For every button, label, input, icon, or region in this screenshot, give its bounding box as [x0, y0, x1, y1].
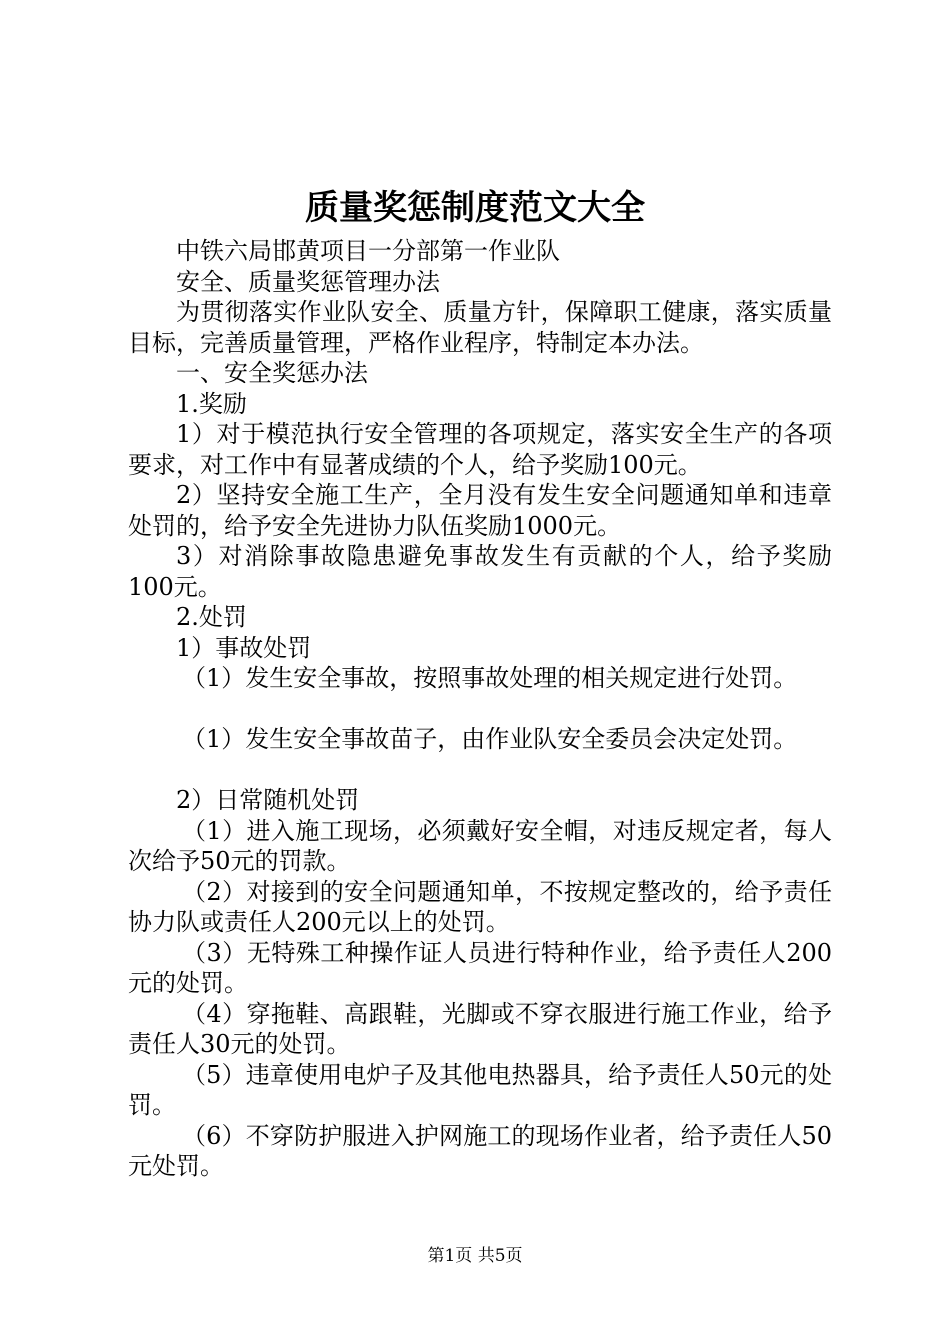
paragraph: 3）对消除事故隐患避免事故发生有贡献的个人，给予奖励100元。: [128, 542, 832, 601]
document-title: 质量奖惩制度范文大全: [305, 188, 645, 228]
subsection-heading: 1.奖励: [176, 389, 247, 418]
paragraph: （1）发生安全事故苗子，由作业队安全委员会决定处罚。: [182, 725, 798, 753]
paragraph-intro: 为贯彻落实作业队安全、质量方针，保障职工健康，落实质量目标，完善质量管理，严格作业程序，特制定本办法。: [128, 298, 832, 357]
paragraph: 2）坚持安全施工生产，全月没有发生安全问题通知单和违章处罚的，给予安全先进协力队伍奖励1000元。: [128, 481, 832, 540]
paragraph: （1）进入施工现场，必须戴好安全帽，对违反规定者，每人次给予50元的罚款。: [128, 816, 832, 875]
document-body: [128, 236, 832, 1182]
paragraph: 1）对于模范执行安全管理的各项规定，落实安全生产的各项要求，对工作中有显著成绩的个人，给予奖励100元。: [128, 420, 832, 479]
paragraph: （4）穿拖鞋、高跟鞋，光脚或不穿衣服进行施工作业，给予责任人30元的处罚。: [128, 999, 832, 1058]
paragraph: （5）违章使用电炉子及其他电热器具，给予责任人50元的处罚。: [128, 1060, 832, 1119]
paragraph: （6）不穿防护服进入护网施工的现场作业者，给予责任人50元处罚。: [128, 1121, 832, 1180]
paragraph-org: 中铁六局邯黄项目一分部第一作业队: [176, 237, 560, 265]
item-heading: 2）日常随机处罚: [176, 786, 360, 814]
page-indicator: 第1页 共5页: [427, 1246, 523, 1266]
paragraph-subtitle: 安全、质量奖惩管理办法: [176, 267, 440, 296]
item-heading: 1）事故处罚: [176, 633, 312, 662]
subsection-heading: 2.处罚: [176, 603, 247, 631]
paragraph: （3）无特殊工种操作证人员进行特种作业，给予责任人200元的处罚。: [128, 938, 832, 997]
blank-line: [128, 755, 832, 786]
section-heading: 一、安全奖惩办法: [176, 359, 368, 387]
blank-line: [128, 694, 832, 725]
paragraph: （1）发生安全事故，按照事故处理的相关规定进行处罚。: [182, 664, 798, 692]
paragraph: （2）对接到的安全问题通知单，不按规定整改的，给予责任协力队或责任人200元以上的处罚。: [128, 877, 832, 936]
